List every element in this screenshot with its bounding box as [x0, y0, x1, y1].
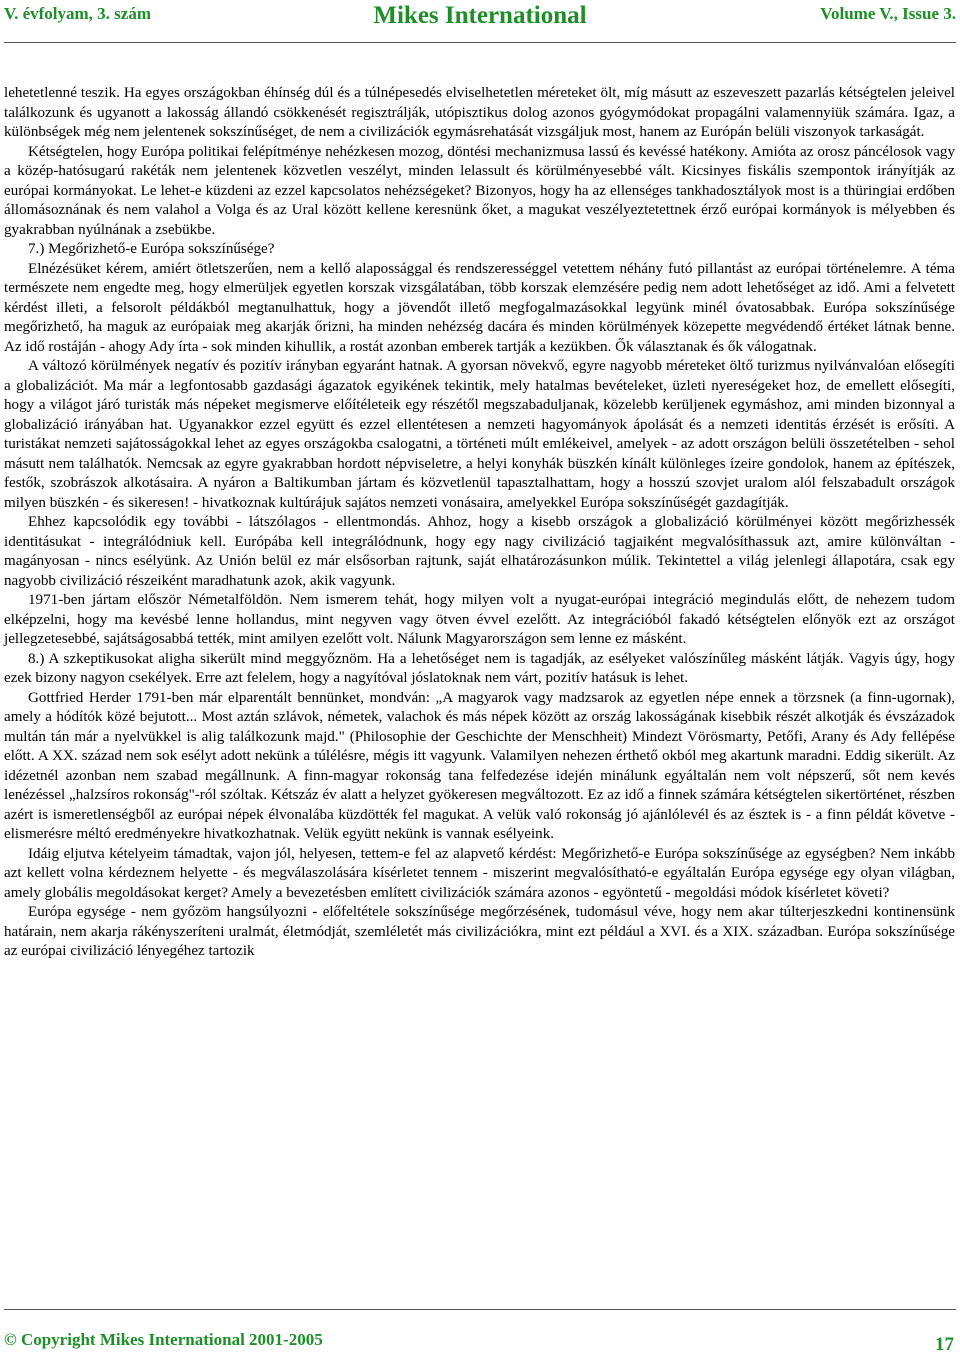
article-body	[4, 84, 955, 962]
paragraph: Idáig eljutva kételyeim támadtak, vajon jól, helyesen, tettem-e fel az alapvető kérdést: Megőrizhető-e Európa sokszínűsége az egységben? Nem inkább azt kellett volna kérdeznem helyette - és megválaszolására kísérletet tennem - miszerint megvalósítható-e egyáltalán Európa egysége egy olyan világban, amely globális megoldásokat kerget? Amely a bevezetésben említett civilizációk számára azonos - egyöntetű - megoldási módok kísérletet követi?	[4, 845, 955, 901]
section-paragraph: 8.) A szkeptikusokat aligha sikerült mind meggyőznöm. Ha a lehetőséget nem is tagadják, az esélyeket valószínűleg másként látják. Vagyis úgy, hogy ezek bizony nagyon csekélyek. Erre azt felelem, hogy a nagyítóval jóslatoknak nem várt, pozitív hatásuk is lehet.	[4, 650, 955, 686]
header-divider	[4, 42, 956, 43]
paragraph: lehetetlenné teszik. Ha egyes országokban éhínség dúl és a túlnépesedés elviselhetetlen méreteket ölt, míg másutt az eszeveszett pazarlás kétségtelen jeleivel találkozunk és ugyanott a lakosság állandó csökkenését regisztrálják, utópisztikus dolog azonos gyógymódokat propagálni valamennyiük számára. Igaz, a különbségek még nem jelentenek sokszínűséget, de nem a civilizációk egymásrehatását vizsgáljuk most, hanem az Európán belüli viszonyok tarkaságát.	[4, 85, 955, 140]
paragraph: Elnézésüket kérem, amiért ötletszerűen, nem a kellő alapossággal és rendszerességgel vetettem néhány futó pillantást az európai történelemre. A téma természete nem engedte meg, hogy elmerüljek egyetlen korszak vizsgálatában, több korszak elemzésére pedig nem adott lehetőséget az idő. Ami a felvetett kérdést illeti, a felsorolt példákból megtanulhattuk, hogy a jövendőt illető megfogalmazásokkal legyünk minél óvatosabbak. Európa sokszínűsége megőrizhető, ha maguk az európaiak meg akarják őrizni, ha minden nehézség dacára és minden körülmények közepette megvédendő értéket látnak benne. Az idő rostáján - ahogy Ady írta - sok minden kihullik, a rostát azonban emberek tartják a kezükben. Ők választanak és ők válogatnak.	[4, 260, 955, 355]
paragraph: Európa egysége - nem győzöm hangsúlyozni - előfeltétele sokszínűsége megőrzésének, tudomásul véve, hogy nem akar túlterjeszkedni kontinensünk határain, nem akarja rákényszeríteni uralmát, életmódját, szemléletét más civilizációkra, mint ezt például a XVI. és a XIX. században. Európa sokszínűsége az európai civilizáció lényegéhez tartozik	[4, 904, 955, 959]
paragraph: 1971-ben jártam először Németalföldön. Nem ismerem tehát, hogy milyen volt a nyugat-európai integráció megindulás előtt, de nehezem tudom elképzelni, hogy ma kevésbé lenne hollandus, mint negyven vagy ötven évvel ezelőtt. Az integrációból fakadó kétségtelen előnyök ezt az országot jellegzetesebbé, sajátságosabbá tették, mint amilyen ezelőtt volt. Nálunk Magyarországon sem lenne ez másként.	[4, 592, 955, 647]
page-header	[4, 0, 956, 40]
section-heading: 7.) Megőrizhető-e Európa sokszínűsége?	[28, 241, 275, 257]
paragraph: A változó körülmények negatív és pozitív irányban egyaránt hatnak. A gyorsan növekvő, egyre nagyobb méreteket öltő turizmus nyilvánvalóan elősegíti a globalizációt. Ma már a legfontosabb gazdasági ágazatok egyikének tekintik, mely hatalmas bevételeket, üzleti nyereségeket hoz, de emellett elősegíti, hogy a világot járó turisták más népeket megismerve előítéleteik egy részétől megszabaduljanak, közelebb kerüljenek egymáshoz, ami minden bizonnyal a globalizáció irányában hat. Ugyanakkor ezzel együtt és ezzel ellentétesen a nemzeti hagyományok ápolását és a nemzeti identitás érzését is erősíti. A turistákat nemzeti sajátosságokkal lehet az egyes országokba csalogatni, a történeti múlt emlékeivel, amelyek - az adott országon belüli összetételben - sehol másutt nem találhatók. Nemcsak az egyre gyakrabban hordott népviseletre, a helyi konyhák büszkén kínált különleges ízeire gondolok, hanem az építészek, festők, szobrászok alkotásaira. A nyáron a Baltikumban jártam és közvetlenül tapasztalhattam, hogy a hosszú szovjet uralom alól felszabadult országok milyen büszkén - és sikeresen! - hivatkoznak kultúrájuk sajátos nemzeti vonásaira, amelyekkel Európa sokszínűségét gazdagítják.	[4, 358, 955, 511]
footer-divider	[4, 1309, 956, 1310]
header-issue-hu: V. évfolyam, 3. szám	[4, 4, 151, 23]
paragraph: Ehhez kapcsolódik egy további - látszólagos - ellentmondás. Ahhoz, hogy a kisebb országok a globalizáció körülményei között megőrizhessék identitásukat - integrálódniuk kell. Európába kell integrálódnunk, hogy egy nagy civilizáció tagjaiként megvalósíthassuk azt, amire különváltan - magányosan - nincs esélyünk. Az Unión belül ez már elsősorban rajtunk, saját elhatározásunkon múlik. Tekintettel a világ jelenlegi állapotára, csak egy nagyobb civilizáció részeiként maradhatunk azok, akik vagyunk.	[4, 514, 955, 589]
paragraph: Kétségtelen, hogy Európa politikai felépítménye nehézkesen mozog, döntési mechanizmusa lassú és kevéssé hatékony. Amióta az orosz páncélosok vagy a közép-hatósugarú rakéták nem jelentenek közvetlen veszélyt, minden lelassult és körülményesebbé vált. Kicsinyes fiskális szempontok irányítják az európai kormányokat. Le lehet-e küzdeni az ezzel kapcsolatos nehézségeket? Bizonyos, hogy ha az ellenséges tankhadosztályok most is a thüringiai erdőben állomásoznának és nem valahol a Volga és az Ural között kellene keresnünk őket, a magukat veszélyeztetettnek érző európai kormányok is mélyebben és gyakrabban nyúlnának a zsebükbe.	[4, 143, 955, 238]
header-issue-en: Volume V., Issue 3.	[820, 4, 956, 23]
header-journal-title: Mikes International	[373, 2, 587, 29]
paragraph: Gottfried Herder 1791-ben már elparentált bennünket, mondván: „A magyarok vagy madzsarok az egyetlen népe ennek a törzsnek (a finn-ugornak), amely a hódítók közé bejutott... Most aztán szlávok, németek, valachok és más népek között az ország lakosságának kisebbik részét alkotják és évszázadok multán tán már a nyelvükkel is alig találkozunk majd." (Philosophie der Geschichte der Menschheit) Mindezt Vörösmarty, Petőfi, Arany és Ady fellépése előtt. A XX. század nem sok esélyt adott nekünk a túlélésre, mégis itt vagyunk. Valamilyen nehezen érthető okból meg akartunk maradni. Eddig sikerült. Az idézetnél azonban nem szabad megállnunk. A finn-magyar rokonság tana felfedezése idején minálunk egyáltalán nem volt népszerű, sőt nem kevés lenézéssel „halzsíros rokonság"-ról szóltak. Kétszáz év alatt a helyzet gyökeresen megváltozott. Ez az idő a finnek számára kétségtelen sikertörténet, részben azért is ismeretlenségből az európai népek élvonalába küzdötték fel magukat. A velük való rokonság jó ajánlólevél és az észtek is - a finn példát követve - elismerésre méltó eredményekre hivatkozhatnak. Velük együtt nekünk is vannak esélyeink.	[4, 689, 955, 842]
footer-copyright: © Copyright Mikes International 2001-2005	[4, 1330, 323, 1349]
page-number: 17	[935, 1334, 954, 1355]
